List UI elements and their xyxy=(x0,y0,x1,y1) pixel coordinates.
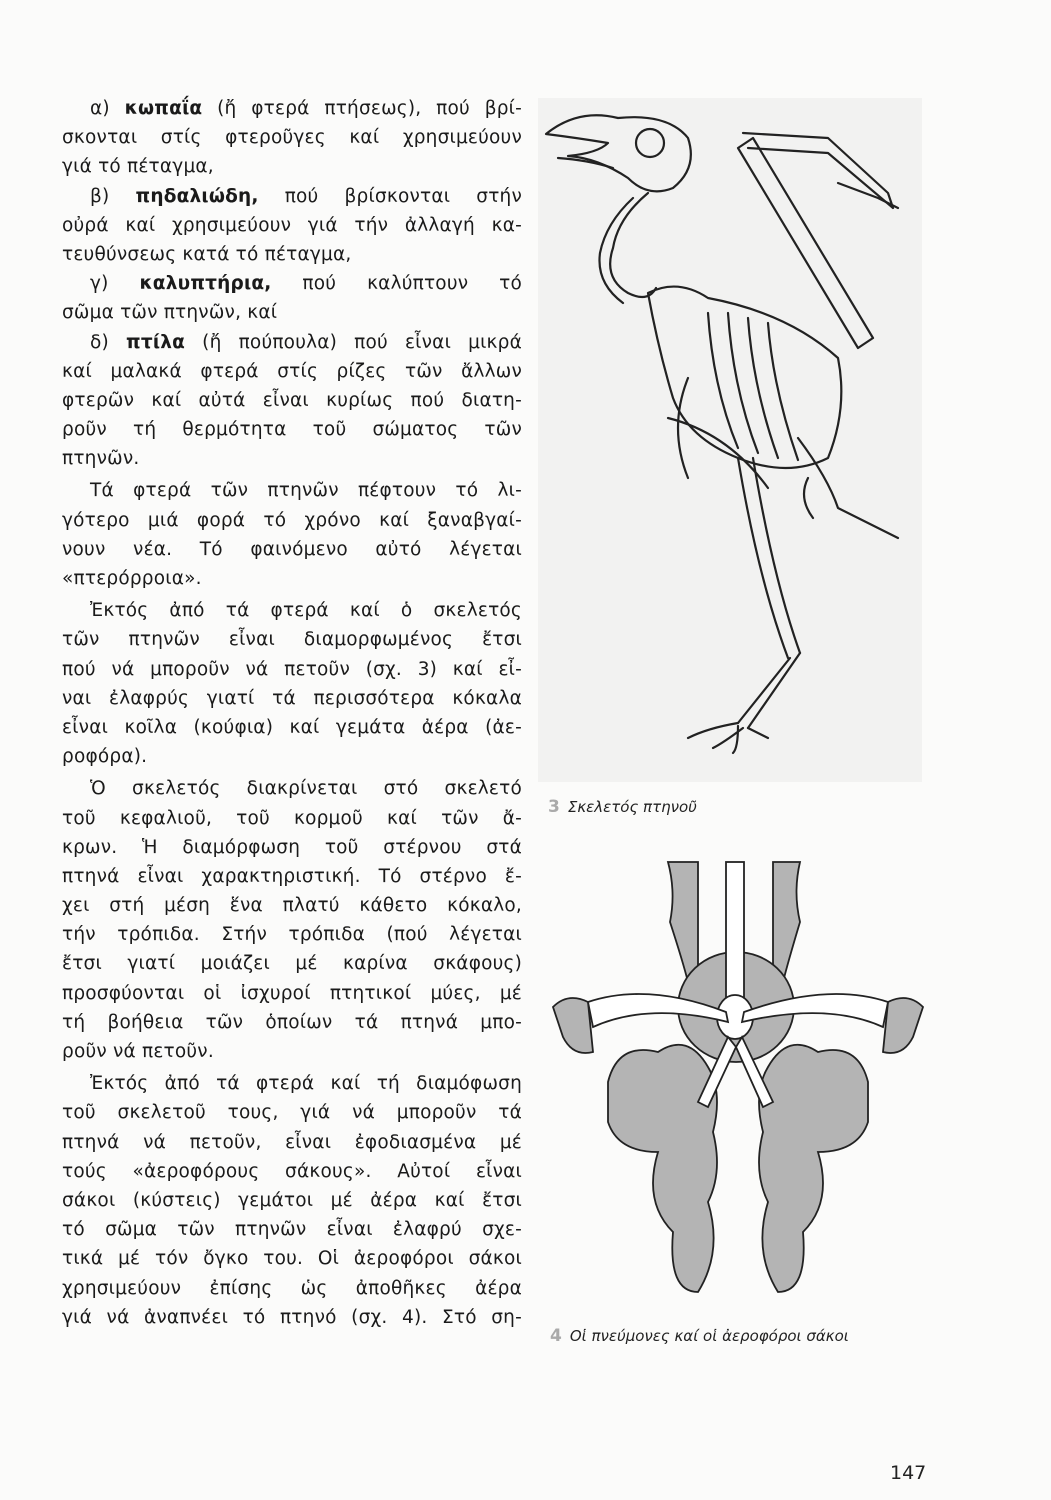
text-segment: Τά φτερά τῶν πτηνῶν πέφτουν τό λι- xyxy=(90,480,522,502)
text-segment: γότερο μιά φορά τό χρόνο καί ξαναβγαί- xyxy=(62,509,522,531)
text-segment: Ὁ σκελετός διακρίνεται στό σκελετό xyxy=(90,778,522,800)
text-line xyxy=(62,949,522,978)
text-segment: σάκοι (κύστεις) γεμάτοι μέ ἀέρα καί ἔτσι xyxy=(62,1189,522,1211)
text-line xyxy=(62,625,522,654)
bird-skeleton-illustration xyxy=(538,98,922,782)
text-line xyxy=(62,1303,522,1332)
text-segment: Ἐκτός ἀπό τά φτερά καί τή διαμόφωση xyxy=(90,1073,522,1095)
text-segment: σῶμα τῶν πτηνῶν, καί xyxy=(62,302,278,324)
text-line xyxy=(62,535,522,564)
text-segment: τή βοήθεια τῶν ὁποίων τά πτηνά μπο- xyxy=(62,1011,522,1033)
text-line xyxy=(62,774,522,803)
text-segment: φτερῶν καί αὐτά εἶναι κυρίως πού διατη- xyxy=(62,389,522,411)
text-segment: πτηνά νά πετοῦν, εἶναι ἐφοδιασμένα μέ xyxy=(62,1131,522,1153)
text-line xyxy=(62,596,522,625)
text-segment: ναι ἐλαφρύς γιατί τά περισσότερα κόκαλα xyxy=(62,687,522,709)
text-line xyxy=(62,152,522,181)
text-segment: οὐρά καί χρησιμεύουν γιά τήν ἀλλαγή κα- xyxy=(62,214,522,236)
text-segment: τό σῶμα τῶν πτηνῶν εἶναι ἐλαφρύ σχε- xyxy=(62,1219,522,1241)
text-segment: εἶναι κοῖλα (κούφια) καί γεμάτα ἀέρα (ἀε- xyxy=(62,716,522,738)
text-segment: γιά νά ἀναπνέει τό πτηνό (σχ. 4). Στό ση- xyxy=(62,1306,522,1328)
text-line xyxy=(62,444,522,473)
text-segment: χρησιμεύουν ἐπίσης ὡς ἀποθῆκες ἀέρα xyxy=(62,1277,522,1299)
text-line xyxy=(62,684,522,713)
figure-4-caption xyxy=(550,1326,849,1346)
text-line xyxy=(62,979,522,1008)
text-line xyxy=(62,742,522,771)
text-segment: τευθύνσεως κατά τό πέταγμα, xyxy=(62,243,352,265)
text-line xyxy=(62,920,522,949)
text-segment: πτηνά εἶναι χαρακτηριστική. Τό στέρνο ἔ- xyxy=(62,865,522,887)
text-segment: πού νά μποροῦν νά πετοῦν (σχ. 3) καί εἶ- xyxy=(62,658,522,680)
text-segment: ροῦν τή θερμότητα τοῦ σώματος τῶν xyxy=(62,419,522,441)
figure-caption-text: Οἱ πνεύμονες καί οἱ ἀεροφόροι σάκοι xyxy=(569,1327,849,1345)
text-line xyxy=(62,564,522,593)
text-segment: ροφόρα). xyxy=(62,746,148,768)
text-segment: πού καλύπτουν τό xyxy=(271,273,522,295)
text-line xyxy=(62,386,522,415)
text-line xyxy=(62,1069,522,1098)
figure-number: 4 xyxy=(550,1326,562,1346)
text-line xyxy=(62,123,522,152)
figure-number: 3 xyxy=(548,797,560,817)
text-segment: β) xyxy=(90,185,136,207)
text-line xyxy=(62,476,522,505)
bold-term: καλυπτήρια, xyxy=(139,273,272,295)
text-segment: γ) xyxy=(90,273,140,295)
text-line xyxy=(62,1008,522,1037)
lungs-air-sacs-illustration xyxy=(548,852,928,1322)
text-segment: τούς «ἀεροφόρους σάκους». Αὐτοί εἶναι xyxy=(62,1160,522,1182)
text-line xyxy=(62,1186,522,1215)
text-line xyxy=(62,891,522,920)
text-segment: (ἤ φτερά πτήσεως), πού βρί- xyxy=(202,98,522,119)
text-line xyxy=(62,1244,522,1273)
bold-term: κωπαΐα xyxy=(124,98,203,119)
lungs-air-sacs-figure xyxy=(548,852,928,1322)
text-line xyxy=(62,1274,522,1303)
text-segment: δ) xyxy=(90,331,127,353)
text-line xyxy=(62,1157,522,1186)
text-line xyxy=(62,1128,522,1157)
text-line xyxy=(62,713,522,742)
text-line xyxy=(62,833,522,862)
text-segment: ἔτσι γιατί μοιάζει μέ καρίνα σκάφους) xyxy=(62,953,522,975)
text-segment: «πτερόρροια». xyxy=(62,568,202,589)
text-line xyxy=(62,415,522,444)
bold-term: πτίλα xyxy=(126,331,186,353)
text-segment: καί μαλακά φτερά στίς ρίζες τῶν ἄλλων xyxy=(62,360,522,382)
text-line xyxy=(62,357,522,386)
text-line xyxy=(62,211,522,240)
text-segment: τοῦ σκελετοῦ τους, γιά νά μποροῦν τά xyxy=(62,1102,522,1124)
text-segment: πτηνῶν. xyxy=(62,448,140,470)
text-segment: τῶν πτηνῶν εἶναι διαμορφωμένος ἔτσι xyxy=(62,629,522,651)
text-line xyxy=(62,506,522,535)
text-segment: τοῦ κεφαλιοῦ, τοῦ κορμοῦ καί τῶν ἄ- xyxy=(62,807,522,829)
text-line xyxy=(62,655,522,684)
bold-term: πηδαλιώδη, xyxy=(135,185,259,207)
text-line xyxy=(62,1215,522,1244)
text-segment: ροῦν νά πετοῦν. xyxy=(62,1041,214,1062)
text-line xyxy=(62,1098,522,1127)
text-segment: τικά μέ τόν ὄγκο του. Οἱ ἀεροφόροι σάκοι xyxy=(62,1248,522,1270)
text-segment: πού βρίσκονται στήν xyxy=(258,185,522,207)
text-line xyxy=(62,182,522,211)
text-segment: Ἐκτός ἀπό τά φτερά καί ὁ σκελετός xyxy=(90,600,522,622)
text-segment: σκονται στίς φτεροῦγες καί χρησιμεύουν xyxy=(62,127,522,149)
text-line xyxy=(62,328,522,357)
figure-3-caption xyxy=(548,797,697,817)
text-line xyxy=(62,269,522,298)
text-segment: προσφύονται οἱ ἰσχυροί πτητικοί μύες, μέ xyxy=(62,982,522,1004)
bird-skeleton-figure xyxy=(538,98,922,782)
body-text xyxy=(62,94,522,1332)
text-line xyxy=(62,94,522,123)
text-segment: νουν νέα. Τό φαινόμενο αὐτό λέγεται xyxy=(62,538,522,560)
text-segment: α) xyxy=(90,98,125,119)
text-segment: χει στή μέση ἕνα πλατύ κάθετο κόκαλο, xyxy=(62,895,522,917)
text-segment: τήν τρόπιδα. Στήν τρόπιδα (πού λέγεται xyxy=(62,924,522,946)
page-number: 147 xyxy=(890,1462,927,1484)
text-segment: (ἤ πούπουλα) πού εἶναι μικρά xyxy=(185,331,522,353)
text-line xyxy=(62,298,522,327)
text-line xyxy=(62,240,522,269)
text-line xyxy=(62,1037,522,1066)
figure-caption-text: Σκελετός πτηνοῦ xyxy=(567,798,697,816)
text-line xyxy=(62,862,522,891)
text-line xyxy=(62,804,522,833)
text-segment: κρων. Ἡ διαμόρφωση τοῦ στέρνου στά xyxy=(62,836,522,858)
text-segment: γιά τό πέταγμα, xyxy=(62,156,214,178)
